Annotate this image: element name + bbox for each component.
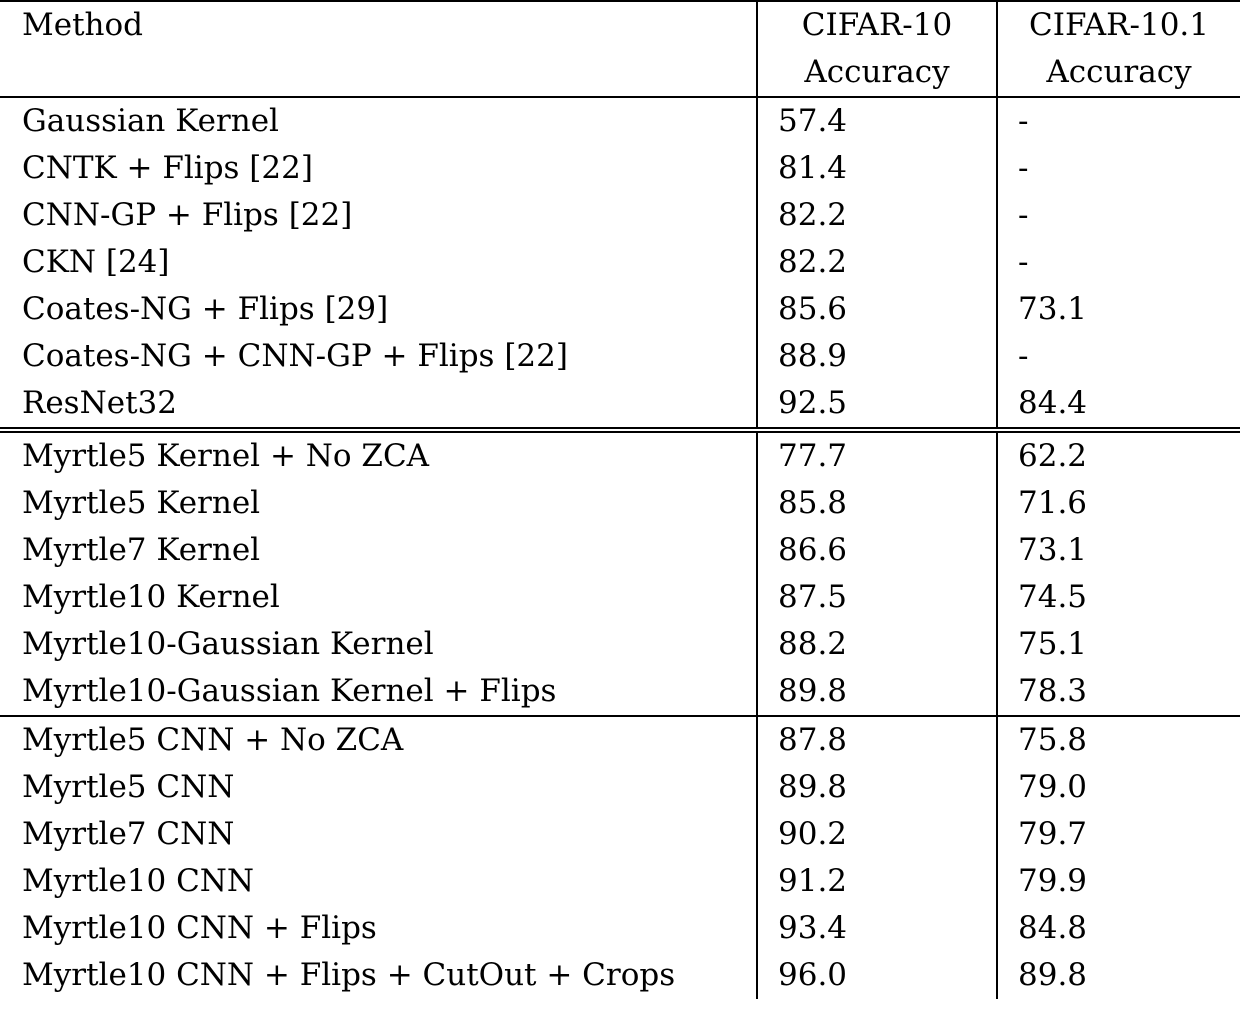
cifar10-accuracy-cell: 82.2 [757, 192, 997, 239]
header-row [0, 1, 1240, 97]
method-cell: ResNet32 [0, 380, 757, 430]
cifar101-accuracy-cell: 79.0 [1018, 769, 1088, 805]
cifar101-accuracy-cell: - [1018, 244, 1029, 280]
cifar10-accuracy-cell: 57.4 [757, 97, 997, 145]
cifar101-accuracy-cell: 79.7 [1018, 816, 1088, 852]
cifar101-accuracy-cell: 89.8 [1018, 957, 1088, 993]
method-cell: Myrtle10 CNN [0, 858, 757, 905]
cifar10-accuracy-cell: 87.5 [757, 574, 997, 621]
method-cell: CKN [24] [0, 239, 757, 286]
table-row [0, 380, 1240, 430]
method-cell: Myrtle10-Gaussian Kernel [0, 621, 757, 668]
method-header-text-line2 [22, 49, 756, 96]
cifar10-accuracy-cell: 88.9 [757, 333, 997, 380]
cifar10-accuracy-cell: 88.2 [757, 621, 997, 668]
cifar101-header-dataset: CIFAR-10.1 [1028, 7, 1209, 43]
table-row [0, 764, 1240, 811]
method-cell: Myrtle5 Kernel [0, 480, 757, 527]
cifar10-accuracy-cell: 87.8 [757, 716, 997, 764]
table-row [0, 621, 1240, 668]
cifar10-accuracy-cell: 82.2 [757, 239, 997, 286]
method-cell: Coates-NG + Flips [29] [0, 286, 757, 333]
table-row [0, 668, 1240, 716]
cifar101-accuracy-cell: 71.6 [1018, 485, 1088, 521]
cifar10-header-metric: Accuracy [804, 54, 950, 90]
method-cell: CNN-GP + Flips [22] [0, 192, 757, 239]
cifar10-column-header [757, 1, 997, 97]
table-header [0, 1, 1240, 97]
table-row [0, 145, 1240, 192]
cifar101-accuracy-cell: - [1018, 338, 1029, 374]
cifar101-accuracy-cell: 75.1 [1018, 626, 1088, 662]
cifar101-header-metric: Accuracy [1046, 54, 1192, 90]
method-cell: Myrtle10 CNN + Flips [0, 905, 757, 952]
cifar101-accuracy-cell: - [1018, 150, 1029, 186]
table-row [0, 333, 1240, 380]
method-cell: Myrtle7 Kernel [0, 527, 757, 574]
table-row [0, 239, 1240, 286]
cifar10-accuracy-cell: 90.2 [757, 811, 997, 858]
cifar101-accuracy-cell: 62.2 [997, 430, 1240, 480]
method-cell: Myrtle7 CNN [0, 811, 757, 858]
method-cell: Coates-NG + CNN-GP + Flips [22] [0, 333, 757, 380]
cifar101-accuracy-cell: - [1018, 103, 1029, 139]
cifar10-accuracy-cell: 81.4 [757, 145, 997, 192]
cifar10-accuracy-cell: 85.6 [757, 286, 997, 333]
method-cell: Myrtle5 CNN [0, 764, 757, 811]
table-body [0, 97, 1240, 999]
cifar101-accuracy-cell: 84.8 [1018, 910, 1088, 946]
cifar10-accuracy-cell: 77.7 [757, 430, 997, 480]
table-row [0, 480, 1240, 527]
table-row [0, 97, 1240, 145]
cifar101-accuracy-cell: 84.4 [1018, 385, 1088, 421]
cifar10-accuracy-cell: 89.8 [757, 764, 997, 811]
cifar10-accuracy-cell: 85.8 [757, 480, 997, 527]
cifar101-accuracy-cell: 73.1 [1018, 532, 1088, 568]
method-cell: Myrtle5 CNN + No ZCA [0, 716, 757, 764]
method-cell: Myrtle5 Kernel + No ZCA [0, 430, 757, 480]
method-header-text: Method [22, 7, 144, 43]
method-cell: Myrtle10-Gaussian Kernel + Flips [0, 668, 757, 716]
cifar10-accuracy-cell: 89.8 [757, 668, 997, 716]
cifar101-accuracy-cell: 75.8 [997, 716, 1240, 764]
table-row [0, 286, 1240, 333]
method-cell: CNTK + Flips [22] [0, 145, 757, 192]
method-cell: Myrtle10 Kernel [0, 574, 757, 621]
cifar101-accuracy-cell: 78.3 [1018, 673, 1088, 709]
table-row [0, 905, 1240, 952]
cifar10-accuracy-cell: 86.6 [757, 527, 997, 574]
cifar10-accuracy-cell: 91.2 [757, 858, 997, 905]
table-row [0, 716, 1240, 764]
table-row [0, 574, 1240, 621]
table-row [0, 952, 1240, 999]
method-column-header [0, 1, 757, 97]
cifar101-accuracy-cell: 73.1 [1018, 291, 1088, 327]
cifar10-accuracy-cell: 92.5 [757, 380, 997, 430]
table-row [0, 192, 1240, 239]
cifar101-accuracy-cell: - [1018, 197, 1029, 233]
method-cell: Gaussian Kernel [0, 97, 757, 145]
table-row [0, 858, 1240, 905]
cifar10-accuracy-cell: 93.4 [757, 905, 997, 952]
cifar101-accuracy-cell: 79.9 [1018, 863, 1088, 899]
cifar101-column-header [997, 1, 1240, 97]
cifar101-accuracy-cell: 74.5 [1018, 579, 1088, 615]
cifar10-accuracy-cell: 96.0 [757, 952, 997, 999]
cifar10-header-dataset: CIFAR-10 [801, 7, 953, 43]
table-row [0, 527, 1240, 574]
method-cell: Myrtle10 CNN + Flips + CutOut + Crops [0, 952, 757, 999]
table-row [0, 811, 1240, 858]
table-row [0, 430, 1240, 480]
